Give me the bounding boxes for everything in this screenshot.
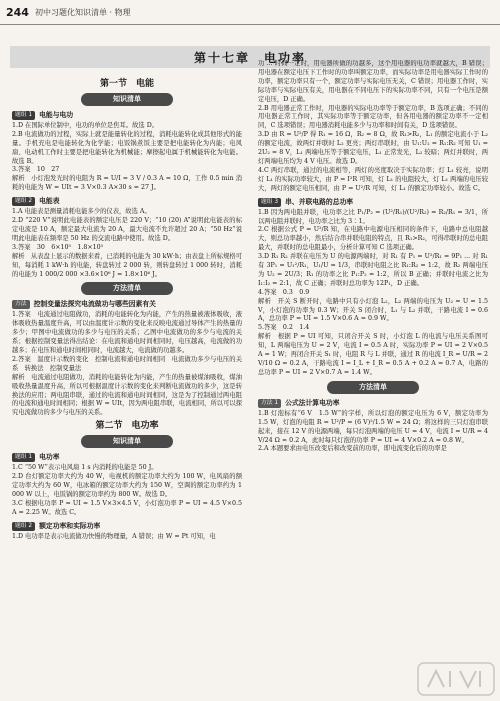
explanation: 解析 电流通过电阻做功，消耗的电能转化为内能，产生的热量被煤油吸收，煤油吸收热量温度升高，所以可根据温度计示数的变化来判断电流做功的多少，这是转换法的应用；两电阻串联，通过的电流和通电时间相同，这是为了控制通过两电阻的电流和通电时间相同；根据 W = UIt，因为两电阻串联，电流相同，所以可以探究电流做功的多少与电压的关系。 [12,373,242,417]
topic-name: 串、并联电路的总功率 [285,197,354,206]
topic-name: 电能与电功 [39,110,74,119]
knowledge-banner: 知识清单 [81,435,173,448]
page-header [0,0,500,25]
answer-item: 功 ... 时间一定时，用电器所做的功越多，这个用电器的电功率就越大，B 错误；用电器在额定电压下工作时的功率叫额定功率，而实际功率是用电器实际工作时的功率，额定功率只有一个，额定功率与实际电压无关，C 错误；用电器工作时，实际功率与实际电压有关，用电器在不同电压下的实际功率不同，只有一个电压是额定电压，D 正确。 [258,60,488,103]
topic-heading [258,198,488,207]
answer-item: 2.C 根据公式 P = U²/R 知，在电路中电源电压相同的条件下，电路中总电阻越大，则总功率越小，然后结合串并联电阻的特点，且 R₁>R₂，可得串联时的总电阻最大，并联时的总电阻最小，分析计算可知 C 选项正确。 [258,226,488,252]
method-tag: 方法 1 [258,399,281,408]
answer-item: 4.答案 0.3 0.9 [258,288,310,296]
answer-item: 2.B 用电器正常工作时，用电器的实际电功率等于额定功率，B 选项正确；不同的用电器正常工作时，其实际功率等于额定功率，但各用电器的额定功率不一定相同，C 选项错误；用电器消耗电能多少与功率和时间有关，D 选项错误。 [258,104,488,130]
topic-tag: 题组 1 [12,453,35,462]
answer-item: 3.答案 10 27 [12,166,60,174]
right-column [258,60,488,693]
method-heading [258,399,488,408]
answer-item: 2.D 台灯额定功率大约为 40 W，电视机的额定功率大约为 100 W，电风扇的额定功率大约为 60 W，电冰箱的额定功率大约为 150 W，空调的额定功率约为 1 000 W 以上，电饭锅的额定功率约为 800 W。故选 D。 [12,473,242,498]
answer-item: 2.D “220 V”说明此电能表的额定电压是 220 V；“10 (20) A”说明此电能表的标定电流是 10 A，额定最大电流为 20 A，最大电流不允许超过 20 A；“50 Hz”说明此电能表在频率是 50 Hz 的交流电路中使用。故选 D。 [12,217,242,242]
answer-item: 1.答案 电流通过电阻做功，消耗的电能转化为内能，产生的热量被液体吸收，液体吸收热量温度升高，可以由温度计示数的变化来反映电流通过导体产生的热量的多少；甲图中电流做功的多少与电压的关系；乙图中电流做功的多少与电流的关系；根据控制变量法得出结论：在电流和通电时间相同时，电压越高，电流做的功越多；在电压和通电时间相同时，电流越大，电流做的功越多。 [12,311,242,355]
watermark-logo [416,659,496,699]
topic-tag: 题组 2 [12,522,35,531]
explanation: 解析 开关 S 断开时，电路中只有小灯泡 L₂，L₂ 两端的电压为 U₂ = U = 1.5 V，小灯泡的功率为 0.3 W；开关 S 闭合时，L₁ 与 L₂ 并联，干路电流 I = 0.6 A，总功率 P = UI = 1.5 V×0.6 A = 0.9 W。 [258,297,488,323]
method-name: 控制变量法探究电流做功与哪些因素有关 [33,300,156,309]
answer-item: 1.B 灯泡标有“6 V 1.5 W”的字样，所以灯泡的额定电压为 6 V，额定功率为 1.5 W，灯泡的电阻 R = U²/P = (6 V)²/1.5 W = 24 Ω；将这样的三只灯泡串联起来，接在 12 V 的电源两端，每只灯泡两端的电压 U = 4 V，电流 I = U/R = 4 V/24 Ω ≈ 0.2 A，此时每只灯泡的功率 P = UI = 4 V×0.2 A = 0.8 W。 [258,409,488,444]
topic-heading [12,453,242,462]
book-series: 初中习题化知识清单 · 物理 [34,7,131,17]
topic-tag: 题组 2 [12,197,35,206]
knowledge-banner: 知识清单 [81,93,173,106]
explanation: 解析 从表盘上显示的数据来看，已消耗的电能为 30 kW·h；由表盘上所标规格可知，每消耗 1 kW·h 的电能，转盘转过 2 000 转，则转盘转过 1 000 转时，消耗的电能为 1 000/2 000 ×3.6×10⁶ J = 1.8×10⁶ J。 [12,252,242,278]
page-number: 244 [6,5,29,19]
topic-name: 额定功率和实际功率 [39,521,101,530]
explanation: 解析 根据 P = UI 可知，只闭合开关 S 时，小灯泡 L 的电流与电压关系图可知，L 两端电压为 U = 2 V，电流 I = 0.5 A 时，实际功率 P = UI = 2 V×0.5 A = 1 W；再闭合开关 S₁ 时，电阻 R 与 L 并联，通过 R 的电流 I_R = U/R = 2 V/10 Ω = 0.2 A，干路电流 I = I_L + I_R = 0.5 A + 0.2 A = 0.7 A，电路的总功率 P = UI = 2 V×0.7 A = 1.4 W。 [258,333,488,376]
section-title: 第一节 电能 [99,79,154,89]
section-title: 第二节 电功率 [95,421,159,432]
answer-item: 1.C “50 W”表示电风扇 1 s 内消耗的电能是 50 J。 [12,464,158,472]
chapter-title: 第十七章 电功率 [193,50,306,65]
answer-item: 4.C 两灯串联，通过的电流相等，两灯的亮度取决于实际功率；灯 L₁ 较亮，说明灯 L₁ 的实际功率较大，由 P = I²R 可知，灯 L₁ 的电阻较大，灯 L₁ 两端的电压较大，两灯的额定电压相同，由 P = U²/R 可知，灯 L₁ 的额定功率较小。故选 C。 [258,166,488,192]
answer-item: 2.B 电流做功的过程，实际上就是能量转化的过程，消耗电能转化成其他形式的能量。手机充电是电能转化为化学能；电饭锅煮饭主要是把电能转化为内能；电风扇、电动机工作时主要是把电能转化为机械能；摩擦起电属于机械能转化为电能。故选 B。 [12,130,242,165]
answer-item: 5.答案 0.2 1.4 [258,324,310,332]
answer-item: 1.A 电能表是测量消耗电能多少的仪表，故选 A。 [12,208,151,216]
topic-tag: 题组 1 [12,111,35,120]
explanation: 解析 小灯泡发光时的电阻为 R = U/I = 3 V / 0.3 A = 10 Ω，工作 0.5 min 消耗的电能为 W = UIt = 3 V×0.3 A×30 s = 27 J。 [12,175,242,192]
answer-item: 3.C 根据电功率 P = UI = 1.5 V×3×4.5 V，小灯泡功率 P = UI = 4.5 V×0.5 A = 2.25 W。故选 C。 [12,499,242,516]
answer-item: 1.D 在国际单位制中，电功的单位是焦耳。故选 D。 [12,121,159,129]
answer-item: 3.D 由 R = U²/P 得 R₁ = 16 Ω，R₂ = 8 Ω，故 R₁>R₂，L₁ 的额定电流小于 L₂ 的额定电流，故两灯并联时 L₂ 更亮；两灯串联时，由 U₁:U₂ = R₁:R₂ 可知 U₁ = 2U₂ = 8 V，L₁ 两端电压等于额定电压，L₁ 正常发光，L₂ 较暗；两灯并联时，两灯两端电压均为 4 V 电压。故选 D。 [258,131,488,165]
topic-name: 电能表 [39,197,60,206]
answer-item: 2.答案 温度计示数的变化 控制电流和通电时间相同 电流做功多少与电压的关系 转换法 控制变量法 [12,355,242,372]
method-tag: 方法 [12,300,30,309]
method-banner: 方法清单 [327,381,419,394]
method-name: 公式法计算电功率 [285,398,340,407]
method-banner: 方法清单 [81,282,173,295]
answer-item: 1.D 电功率是表示电流做功快慢的物理量，A 错误；由 W = Pt 可知，电 [12,532,216,540]
left-column [12,76,242,693]
answer-item: 3.答案 30 6×10⁵ 1.8×10⁵ [12,243,104,251]
method-heading [12,300,242,309]
topic-tag: 题组 3 [258,198,281,207]
topic-name: 电功率 [39,453,60,462]
answer-item: 1.B 因为两电阻并联，电功率之比 P₁/P₂ = (U²/R₁)/(U²/R₂) = R₂/R₁ = 3/1，所以两电阻并联时，电功率之比为 3∶1。 [258,208,488,225]
topic-heading [12,522,242,531]
topic-heading [12,197,242,206]
answer-item: 3.D R₁ R₂ 并联在电压为 U 的电源两端时，对 R₁ 有 P₁ = U²/R₁ = 9P₁ ... 对 R₁ 有 3P₁ = U₁²/R₁，U₁/U = 1/3，串联时电阻之比 R₁:R₂ = 1:2，故 R₂ 两端电压为 U₂ = 2U/3；R₁ 的功率之比 P₁:P₂ = 1:2，所以 B 正确；并联时电流之比为 I₁:I₂ = 2:1，故 C 正确；并联时总功率为 12P₁，D 正确。 [258,253,488,287]
answer-item: 2.A 本题要求由电压改变后和改变前的功率，即电流变化后的功率是 [258,445,447,453]
topic-heading [12,111,242,120]
